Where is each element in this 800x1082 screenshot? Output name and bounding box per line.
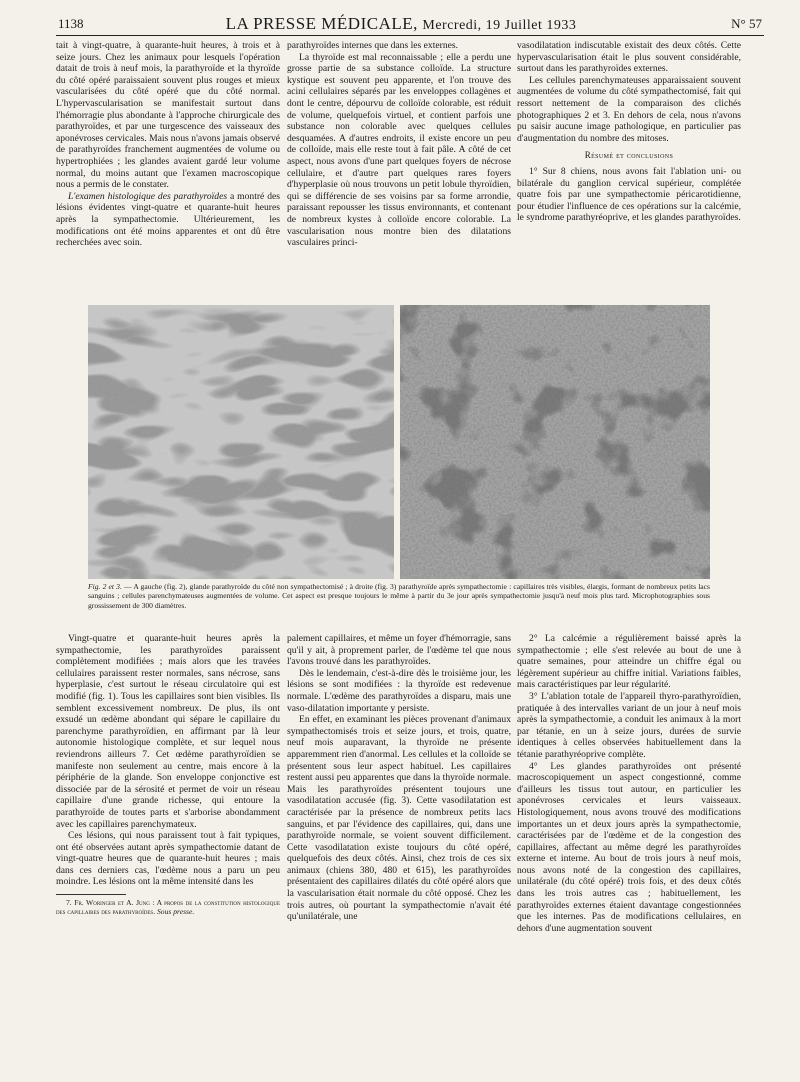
header-rule — [56, 35, 764, 36]
paragraph: 3° L'ablation totale de l'appareil thyro-parathyroïdien, pratiquée à des intervalles variant de un jour à neuf mois après la sympathectomie, a conduit les animaux à la mort par tétanie, en un à seize jours, durées de survie identiques à celles observées habituellement dans la tétanie parathyréoprive complète. — [517, 690, 741, 760]
running-header — [40, 14, 762, 36]
paragraph: 1° Sur 8 chiens, nous avons fait l'ablation uni- ou bilatérale du ganglion cervical supérieur, complétée quatre fois par une sympathectomie péricarotidienne, pour étudier l'influence de ces opérations sur la calcémie, le syndrome parathyréoprive, et les glandes parathyroïdes. — [517, 165, 741, 224]
header-title — [40, 14, 762, 34]
paragraph: parathyroïdes internes que dans les externes. — [287, 40, 459, 51]
bottom-column-2 — [287, 633, 511, 923]
paragraph — [56, 191, 280, 249]
caption-text: — A gauche (fig. 2), glande parathyroïde du côté non sympathectomisé ; à droite (fig. 3) parathyroïde après sympathectomie : capillaires très visibles, élargis, formant de nombreux petits lacs sanguins ; cellules parenchymateuses augmentées de volume. Cet aspect est presque toujours le même à partir du 3e jour après sympathectomie jusqu'à neuf mois plus tard. Microphotographies sous grossissement de 300 diamètres. — [88, 582, 710, 610]
paragraph: tait à vingt-quatre, à quarante-huit heures, à trois et à seize jours. Chez les animaux pour lesquels l'opération datait de trois à neuf mois, la parathyroïde et la thyroïde du côté opéré paraissaient souvent plus rouges et mieux vascularisées du côté opéré que du côté normal. L'hypervascularisation se manifestait surtout dans l'hémorragie plus abondante à l'approche chirurgicale des parathyroïdes, et par une turgescence des vaisseaux des aponévroses cervicales. Mais nous n'avons jamais observé de parathyroïdes franchement augmentées de volume ou hypertrophiées ; les glandes avaient gardé leur volume normal, du moins autant que l'examen macroscopique nous a permis de le constater. — [56, 40, 280, 191]
paragraph: vasodilatation indiscutable existait des deux côtés. Cette hypervascularisation était le plus souvent considérable, surtout dans les parathyroïdes externes. — [517, 40, 741, 75]
figure-caption — [88, 582, 710, 610]
top-column-2 — [287, 40, 511, 249]
paragraph: palement capillaires, et même un foyer d'hémorragie, sans qu'il y ait, à proprement parler, de l'œdème tel que nous l'avons trouvé dans les parathyroïdes. — [287, 633, 511, 668]
caption-label: Fig. 2 et 3. — [88, 582, 122, 591]
paragraph: En effet, en examinant les pièces provenant d'animaux sympathectomisés trois et seize jours, et trois, quatre, neuf mois auparavant, la thyroïde ne présente apparemment rien d'anormal. Les cellules et la colloïde se présentent sous leur aspect habituel. Les capillaires restent aussi peu apparentes que dans la thyroïde normale. Mais les parathyroïdes présentent toujours une vasodilatation accusée (fig. 3). Cette vasodilatation est caractérisée par la présence de nombreux petits lacs sanguins, et par l'évidence des capillaires, qui, dans une parathyroïde normale, se voient souvent difficilement. Cette vasodilatation existe toujours du côté opéré, quelquefois des deux côtés. Ainsi, chez trois de ces six animaux (chiens 380, 480 et 615), les parathyroïdes présentaient des capillaires dilatés du côté opéré alors que la vascularisation était normale du côté opposé. Chez les trois autres, où pourtant la sympathectomie n'avait été qu'unilatérale, une — [287, 714, 511, 923]
issue-number: N° 57 — [731, 16, 762, 31]
bottom-column-3 — [517, 633, 741, 934]
micrograph-fig-3 — [400, 305, 710, 579]
micrograph-fig-2 — [88, 305, 394, 579]
journal-name: LA PRESSE MÉDICALE, — [225, 14, 418, 33]
paragraph: La thyroïde est mal reconnaissable ; elle a perdu une grosse partie de sa substance colloïde. La structure kystique est souvent peu apparente, et l'on trouve des acini cellulaires séparés par les enveloppes collagènes et dont le centre, dépourvu de colloïde colorable, est réduit de volume, quelquefois virtuel, et contient parfois une substance non colorable avec quelques cellules desquamées. A d'autres endroits, il existe encore un peu de colloïde, mais elle reste tout à fait pâle. A côté de cet aspect, nous avons d'une part quelques foyers de nécrose cellulaire, et d'autre part quelques rares foyers d'hyperplasie où nous trouvons un petit lobule thyroïdien, qui se différencie de ses voisins par sa forme arrondie, paraissant repousser les tissus environnants, et contenant de nombreux kystes à colloïde encore colorable. La vascularisation nous montre bien des dilatations vasculaires princi- — [287, 51, 511, 249]
section-lead: L'examen histologique des parathyroïdes — [68, 190, 228, 202]
paragraph: Dès le lendemain, c'est-à-dire dès le troisième jour, les lésions se sont modifiées : la thyroïde est redevenue normale. L'œdème des parathyroïdes a disparu, mais une vaso-dilatation importante y persiste. — [287, 667, 511, 714]
footnote-rule — [56, 894, 126, 895]
footnote-source: Sous presse. — [155, 907, 195, 917]
footnote-authors: Fr. Woringer et A. Jung : A propos de la constitution histologique des capillaires des parathyroïdes. — [56, 898, 280, 917]
paragraph: 2° La calcémie a régulièrement baissé après la sympathectomie ; elle s'est relevée au bout de une à quatre semaines, pour atteindre un chiffre égal ou légèrement supérieur au chiffre initial. Variations faibles, mais caractéristiques par leur régularité. — [517, 633, 741, 691]
top-column-1 — [56, 40, 280, 249]
figure-microphotographs — [88, 305, 710, 579]
footnote-7 — [56, 898, 280, 917]
paragraph: Les cellules parenchymateuses apparaissaient souvent augmentées de volume du côté sympathectomisé, fait qui ressort nettement de la comparaison des clichés photographiques 2 et 3. En dehors de cela, nous n'avons pu saisir aucune image pathologique, en particulier pas d'augmentation du nombre des mitoses. — [517, 74, 741, 144]
section-heading: Résumé et conclusions — [584, 150, 674, 161]
page-number: 1138 — [58, 16, 84, 31]
footnote-number: 7. — [66, 898, 72, 908]
paragraph: Ces lésions, qui nous paraissent tout à fait typiques, ont été observées autant après sympathectomie datant de vingt-quatre heures que de quarante-huit heures ; mais dans ces derniers cas, l'œdème nous a paru un peu moindre. Les lésions ont la même intensité dans les — [56, 830, 280, 888]
paragraph: 4° Les glandes parathyroïdes ont présenté macroscopiquement un aspect congestionné, comme d'ailleurs les tissus tout autour, en particulier les aponévroses cervicales et leurs vaisseaux. Histologiquement, nous avons trouvé des modifications importantes un et deux jours après la sympathectomie, caractérisées par de l'œdème et de la congestion des capillaires, affectant au même degré les parathyroïdes externe et interne. Au bout de trois jours à neuf mois, nous avons noté de la congestion des capillaires, unilatérale (du côté opéré) trois fois, et des deux côtés dans les trois autres cas ; habituellement, les parathyroïdes externes étaient davantage congestionnées que les internes. Pas de modifications cellulaires, en dehors d'une augmentation souvent — [517, 760, 741, 934]
top-column-3 — [517, 40, 741, 224]
paragraph: Vingt-quatre et quarante-huit heures après la sympathectomie, les parathyroïdes paraissent complètement modifiées ; mais alors que les travées cellulaires paraissent rester normales, sans nécrose, sans hyperplasie, c'est surtout le réseau circulatoire qui est modifié (fig. 1). Tous les capillaires sont bien visibles. Ils semblent excessivement nombreux. De plus, ils ont exsudé un œdème abondant qui sépare le capillaire du parenchyme parathyroïdien, en affirmant par là leur autonomie histologique complète, et sur lequel nous reviendrons ailleurs 7. Cet œdème parathyroïdien se manifeste non seulement au centre, mais encore à la périphérie de la glande. Son enveloppe conjonctive est dissociée par de la sérosité et permet de voir un réseau capillaire d'une grande richesse, qui entoure la parathyroïde de toutes parts et s'arborise abondamment avec les capillaires parenchymateux. — [56, 633, 280, 830]
bottom-column-1 — [56, 633, 280, 917]
paragraph-text: a montré des lésions évidentes vingt-quatre et quarante-huit heures après la sympathectomie. Ultérieurement, les modifications ont été moins apparentes et ont dû être recherchées avec soin. — [56, 190, 280, 249]
issue-date: Mercredi, 19 Juillet 1933 — [422, 18, 577, 33]
